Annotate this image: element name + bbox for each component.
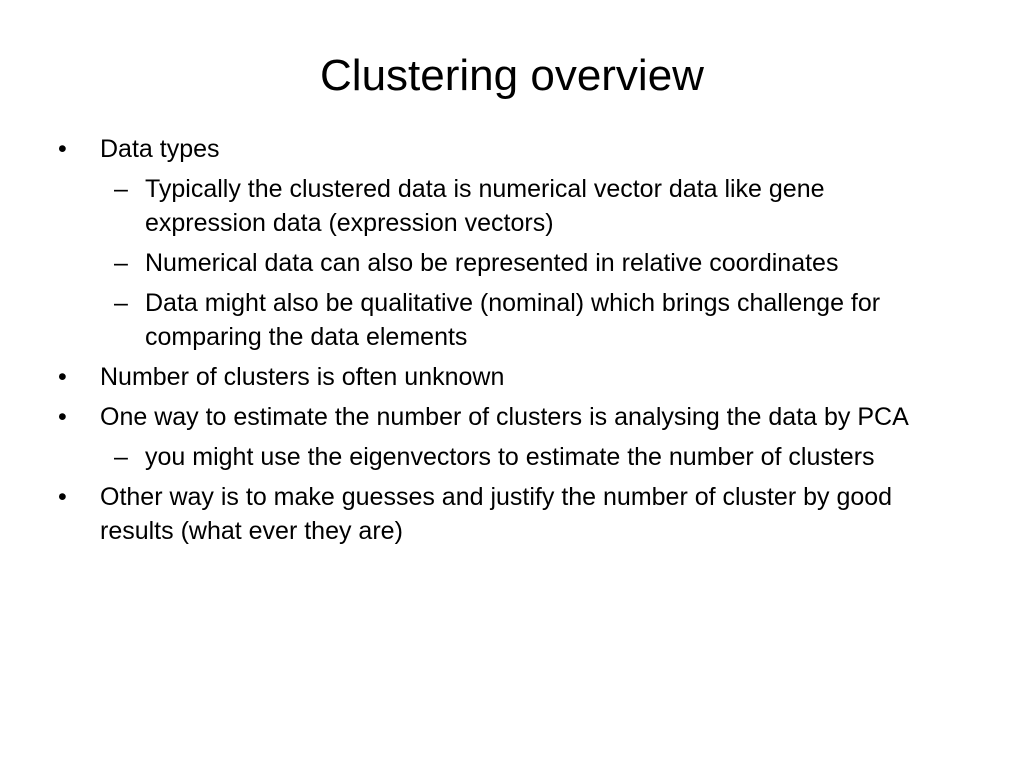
sub-bullet-marker: – bbox=[114, 175, 128, 203]
sub-bullet-item bbox=[100, 286, 938, 354]
sub-bullet-text: Numerical data can also be represented in relative coordinates bbox=[145, 249, 839, 277]
sub-bullet-text: Typically the clustered data is numerical vector data like gene expression data (expression vectors) bbox=[145, 175, 825, 237]
bullet-marker: • bbox=[58, 483, 67, 511]
bullet-item bbox=[58, 480, 938, 548]
bullet-list bbox=[58, 132, 938, 548]
bullet-marker: • bbox=[58, 135, 67, 163]
bullet-text: One way to estimate the number of clusters is analysing the data by PCA bbox=[100, 403, 909, 431]
slide-title: Clustering overview bbox=[320, 51, 704, 100]
bullet-item bbox=[58, 360, 938, 394]
bullet-text: Data types bbox=[100, 135, 220, 163]
sub-bullet-item bbox=[100, 440, 938, 474]
bullet-text: Other way is to make guesses and justify the number of cluster by good results (what ever they are) bbox=[100, 483, 893, 545]
bullet-text: Number of clusters is often unknown bbox=[100, 363, 505, 391]
sub-bullet-item bbox=[100, 172, 938, 240]
sub-bullet-item bbox=[100, 246, 938, 280]
bullet-marker: • bbox=[58, 363, 67, 391]
sub-bullet-marker: – bbox=[114, 289, 128, 317]
bullet-item bbox=[58, 400, 938, 474]
sub-bullet-marker: – bbox=[114, 443, 128, 471]
sub-bullet-list bbox=[100, 172, 938, 354]
sub-bullet-list bbox=[100, 440, 938, 474]
bullet-item bbox=[58, 132, 938, 354]
bullet-marker: • bbox=[58, 403, 67, 431]
sub-bullet-text: Data might also be qualitative (nominal) which brings challenge for comparing the data elements bbox=[145, 289, 881, 351]
sub-bullet-marker: – bbox=[114, 249, 128, 277]
sub-bullet-text: you might use the eigenvectors to estimate the number of clusters bbox=[145, 443, 875, 471]
